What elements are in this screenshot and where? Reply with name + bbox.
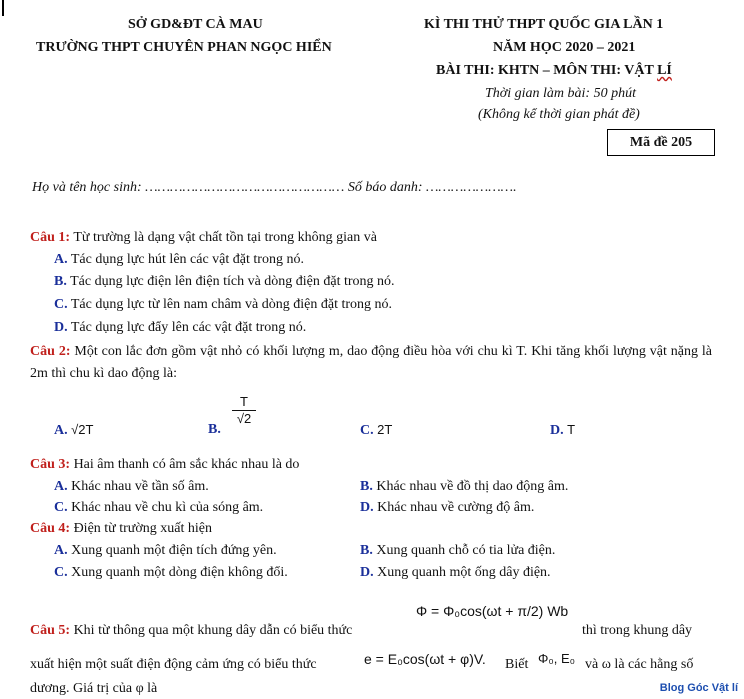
question-5-text1: Khi từ thông qua một khung dây dẫn có biểu thức (73, 623, 353, 638)
question-4-text: Điện từ trường xuất hiện (73, 521, 213, 536)
q3-option-d-text: Khác nhau về cường độ âm. (377, 500, 535, 515)
q3-option-c-text: Khác nhau về chu kì của sóng âm. (71, 500, 264, 515)
student-info-line: Họ và tên học sinh: ………………………………………… Số báo danh: …………………. (32, 180, 517, 195)
exam-duration: Thời gian làm bài: 50 phút (485, 86, 636, 101)
subject-line (436, 63, 672, 79)
q2-option-a (54, 422, 93, 439)
q4-option-a (54, 543, 277, 559)
question-4-label: Câu 4: (30, 521, 71, 536)
q3-option-a-text: Khác nhau về tần số âm. (71, 479, 209, 494)
q4-option-d-label: D. (360, 565, 374, 580)
exam-code-box (607, 129, 715, 156)
q2-option-d-label: D. (550, 423, 564, 438)
question-3-label: Câu 3: (30, 457, 71, 472)
blog-watermark: Blog Góc Vật lí (659, 682, 738, 694)
q1-option-a (54, 252, 304, 268)
q2-option-a-label: A. (54, 423, 68, 438)
q4-option-b-label: B. (360, 543, 373, 558)
q1-option-c-label: C. (54, 297, 68, 312)
q3-option-a-label: A. (54, 479, 68, 494)
q3-option-c-label: C. (54, 500, 68, 515)
q4-option-d (360, 565, 551, 581)
q1-option-c-text: Tác dụng lực từ lên nam châm và dòng điện đặt trong nó. (70, 297, 393, 312)
question-5-text2: thì trong khung dây (582, 623, 693, 638)
q1-option-a-text: Tác dụng lực hút lên các vật đặt trong nó. (70, 252, 304, 267)
question-5-label: Câu 5: (30, 623, 71, 638)
q2-option-d-text: T (567, 422, 576, 437)
constants-symbols: Φ₀, E₀ (538, 651, 576, 666)
q2-fraction-numerator: T (240, 394, 248, 409)
q4-option-d-text: Xung quanh một ống dây điện. (377, 565, 551, 580)
q2-option-c-label: C. (360, 423, 374, 438)
q2-option-d (550, 422, 575, 439)
q2-option-b-label: B. (208, 422, 221, 437)
q2-option-c-text: 2T (377, 422, 393, 437)
question-2 (30, 341, 712, 385)
q3-option-b-text: Khác nhau về đồ thị dao động âm. (376, 479, 569, 494)
question-1-label: Câu 1: (30, 230, 71, 245)
question-5-text3: xuất hiện một suất điện động cảm ứng có biểu thức (30, 657, 317, 672)
q1-option-a-label: A. (54, 252, 68, 267)
q1-option-b-text: Tác dụng lực điện lên điện tích và dòng điện đặt trong nó. (70, 274, 395, 289)
question-1-text: Từ trường là dạng vật chất tồn tại trong không gian và (73, 230, 377, 245)
q4-option-c (54, 565, 288, 581)
q1-option-b-label: B. (54, 274, 67, 289)
q1-option-c (54, 297, 392, 313)
q2-option-a-text: √2T (71, 422, 94, 437)
q2-fraction-denominator: √2 (232, 410, 256, 426)
q3-option-b (360, 479, 568, 495)
text-cursor (2, 0, 4, 16)
q2-option-b-fraction (232, 394, 256, 426)
q4-option-a-label: A. (54, 543, 68, 558)
q1-option-d-text: Tác dụng lực đẩy lên các vật đặt trong nó. (70, 320, 307, 335)
q3-option-c (54, 500, 263, 516)
q1-option-b (54, 274, 395, 290)
school-year: NĂM HỌC 2020 – 2021 (493, 40, 636, 55)
question-5-text5: và ω là các hằng số (585, 657, 694, 672)
question-2-text: Một con lắc đơn gồm vật nhỏ có khối lượng m, dao động điều hòa với chu kì T. Khi tăng khối lượng vật nặng là 2m thì chu kì dao động là: (30, 344, 713, 381)
department-name: SỞ GD&ĐT CÀ MAU (128, 17, 263, 32)
emf-formula: e = E₀cos(ωt + φ)V. (364, 651, 486, 667)
q3-option-d-label: D. (360, 500, 374, 515)
q3-option-b-label: B. (360, 479, 373, 494)
subject-last-word: LÍ (657, 63, 672, 78)
question-5-text4: Biết (505, 657, 529, 672)
q2-option-b (208, 422, 221, 438)
question-5-text6: dương. Giá trị của φ là (30, 681, 158, 696)
q4-option-a-text: Xung quanh một điện tích đứng yên. (71, 543, 277, 558)
question-1 (30, 230, 377, 246)
flux-formula: Φ = Φ₀cos(ωt + π/2) Wb (416, 603, 569, 619)
subject-prefix: BÀI THI: KHTN – MÔN THI: VẬT (436, 63, 658, 78)
question-5-line1 (30, 623, 352, 639)
q4-option-c-text: Xung quanh một dòng điện không đổi. (71, 565, 288, 580)
q3-option-a (54, 479, 209, 495)
q3-option-d (360, 500, 534, 516)
exam-title: KÌ THI THỬ THPT QUỐC GIA LẦN 1 (424, 17, 664, 32)
q4-option-c-label: C. (54, 565, 68, 580)
q2-option-c (360, 422, 392, 439)
question-3-text: Hai âm thanh có âm sắc khác nhau là do (73, 457, 300, 472)
question-4 (30, 521, 212, 537)
school-name: TRƯỜNG THPT CHUYÊN PHAN NGỌC HIỂN (36, 40, 332, 55)
q4-option-b-text: Xung quanh chỗ có tia lửa điện. (376, 543, 556, 558)
exam-code: Mã đề 205 (629, 134, 693, 150)
exam-duration-note: (Không kể thời gian phát đề) (478, 107, 640, 122)
q1-option-d (54, 320, 306, 336)
q4-option-b (360, 543, 555, 559)
question-3 (30, 457, 299, 473)
q1-option-d-label: D. (54, 320, 68, 335)
question-2-label: Câu 2: (30, 344, 71, 359)
